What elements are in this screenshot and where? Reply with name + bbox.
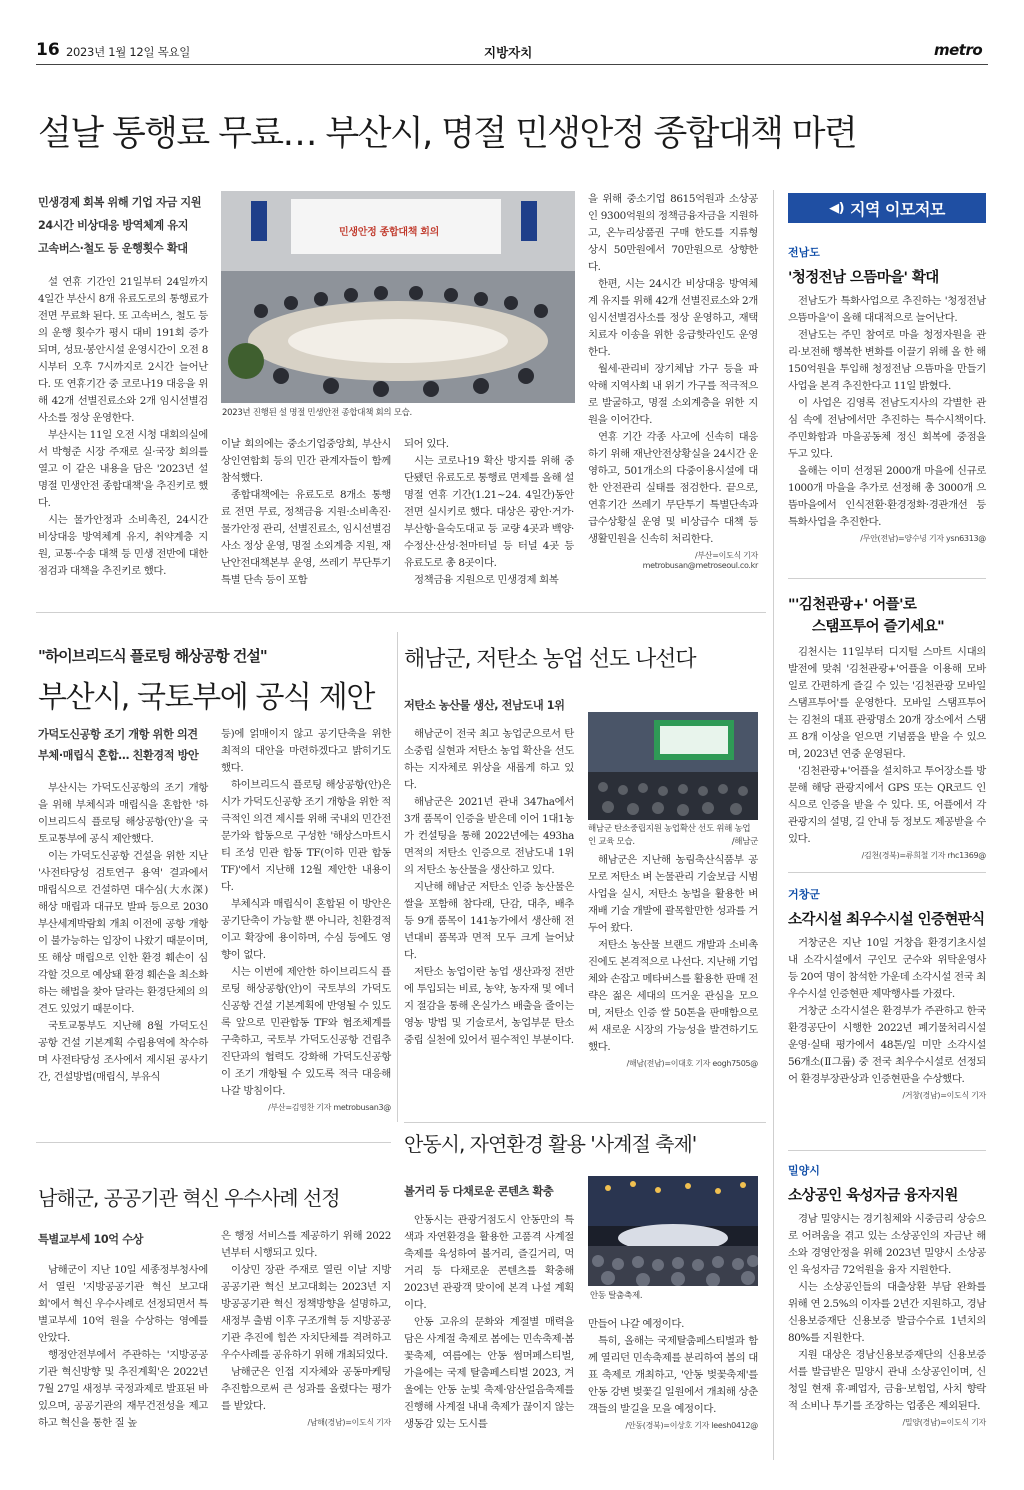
sidebar-byline: /김천(경북)=류희철 기자 rhc1369@ bbox=[861, 851, 986, 860]
andong-col-2 bbox=[588, 1316, 758, 1431]
namhae-col2-p2: 이상민 장관 주재로 열린 이날 지방공공기관 혁신 보고대회는 2023년 지방공공기관 혁신 정책방향을 설명하고, 새정부 출범 이후 구조개혁 등 지방공공기관 추진에 힘쓴 자치단체를 격려하고 우수사례를 공유하기 위해 개최되었다. bbox=[221, 1264, 391, 1361]
namhae-col-2 bbox=[221, 1228, 391, 1428]
main-bottom-rule bbox=[36, 612, 766, 613]
haenam-col-2 bbox=[588, 852, 758, 1069]
main-photo-caption: 2023년 진행된 설 명절 민생안전 종합대책 회의 모습. bbox=[222, 408, 412, 418]
sidebar-body-p: 거창군 소각시설은 환경부가 주관하고 한국환경공단이 시행한 2022년 폐기물처리시설 운영·실태 평가에서 48톤/일 미만 소각시설 56개소(Ⅱ그룹) 중 전국 최우수시설로 선정되어 환경부장관상과 인증현판을 수상했다. bbox=[788, 1005, 986, 1085]
haenam-byline: /해남(전남)=이대호 기자 eogh7505@ bbox=[626, 1059, 758, 1068]
main-col4-p3: 월세·관리비 장기체납 가구 등을 파악해 지역사회 내 위기 가구를 적극적으로 발굴하고, 명절 소외계층을 위한 지원을 이어간다. bbox=[588, 363, 758, 426]
main-col3-p3: 정책금융 지원으로 민생경제 회복 bbox=[414, 574, 559, 586]
sidebar-region: 밀양시 bbox=[788, 1164, 820, 1177]
haenam-photo bbox=[588, 712, 758, 820]
airport-col2-p2: 하이브리드식 플로팅 해상공항(안)은 시가 가덕도신공항 조기 개항을 위한 적극적인 의견 제시를 위해 국내외 민간전문가와 합동으로 구성한 '해상스마트시티 조성 민관 합동 TF(이하 민관 합동TF)'에서 지난해 12월 제안한 내용이다. bbox=[221, 779, 391, 893]
airport-col1-p3: 국토교통부도 지난해 8월 가덕도신공항 건설 기본계획 수립용역에 착수하며 사전타당성 조사에서 제시된 공사기간, 건설방법(매립식, 부유식 bbox=[38, 1020, 208, 1083]
sidebar-rule bbox=[788, 872, 986, 873]
andong-headline: 안동시, 자연환경 활용 '사계절 축제' bbox=[404, 1132, 697, 1156]
namhae-col2-p1: 은 행정 서비스를 제공하기 위해 2022년부터 시행되고 있다. bbox=[221, 1230, 391, 1259]
haenam-col-1 bbox=[404, 726, 574, 1049]
airport-subhead-1: 가덕도신공항 조기 개항 위한 의견 bbox=[38, 728, 198, 741]
haenam-caption-text: 해남군 탄소중립지원 농업확산 선도 위해 농업인 교육 모습. bbox=[588, 824, 751, 847]
airport-col1-p1: 부산시는 가덕도신공항의 조기 개항을 위해 부체식과 매립식을 혼합한 '하이브리드식 플로팅 해상공항(안)'을 국토교통부에 공식 제안했다. bbox=[38, 782, 208, 845]
main-col4-p2: 한편, 시는 24시간 비상대응 방역체계 유지를 위해 42개 선별진료소와 2개 임시선별검사소를 정상 운영하고, 재택치료자 이송을 위한 응급핫라인도 운영한다. bbox=[588, 278, 758, 358]
andong-col2-p1: 만들어 나갈 예정이다. bbox=[588, 1318, 685, 1330]
airport-col-1 bbox=[38, 780, 208, 1086]
haenam-col1-p2: 해남군은 2021년 관내 347ha에서 3개 품목이 인증을 받은데 이어 1대1농가 컨설팅을 통해 2022년에는 493ha 면적의 저탄소 인증으로 전남도내 1위의 저탄소 농산물을 생산하고 있다. bbox=[404, 796, 574, 876]
middle-divider bbox=[397, 632, 398, 1122]
main-col1-p2: 부산시는 11일 오전 시청 대회의실에서 박형준 시장 주재로 실·국장 회의를 열고 이 같은 내용을 담은 '2023년 설 명절 민생안전 종합대책'을 추진키로 했다. bbox=[38, 429, 208, 509]
airport-subhead-2: 부체·매립식 혼합… 친환경적 방안 bbox=[38, 749, 199, 762]
haenam-col2-p1: 해남군은 지난해 농림축산식품부 공모로 저탄소 벼 논물관리 기술보급 시범사업을 실시, 저탄소 농법을 활용한 벼 재배 기술 개발에 괄목할만한 성과를 거두어 왔다. bbox=[588, 854, 758, 934]
speaker-icon: ◀) bbox=[829, 200, 845, 216]
andong-byline: /안동(경북)=이상호 기자 leesh0412@ bbox=[625, 1421, 758, 1430]
seminar-photo-icon bbox=[588, 712, 758, 820]
sidebar-headline-line1: "'김천관광+' 어플'로 bbox=[788, 597, 917, 613]
main-subhead-1: 민생경제 회복 위해 기업 자금 지원 bbox=[38, 196, 202, 209]
sidebar-headline: 소각시설 최우수시설 인증현판식 bbox=[788, 912, 985, 928]
main-article-col-3 bbox=[404, 436, 574, 589]
airport-col2-p3: 부체식과 매립식이 혼합된 이 방안은 공기단축이 가능할 뿐 아니라, 친환경적이고 확장에 용이하며, 수심 등에도 영향이 없다. bbox=[221, 898, 391, 961]
airport-headline: 부산시, 국토부에 공식 제안 bbox=[38, 680, 374, 715]
main-article-col-1 bbox=[38, 274, 208, 580]
main-subhead-3: 고속버스·철도 등 운행횟수 확대 bbox=[38, 242, 188, 255]
sidebar-banner bbox=[788, 193, 986, 223]
sidebar-headline: '청정전남 으뜸마을' 확대 bbox=[788, 270, 939, 286]
airport-byline: /부산=김영찬 기자 metrobusan3@ bbox=[268, 1103, 391, 1112]
sidebar-body-p: '김천관광+'어플을 설치하고 투어장소를 방문해 해당 관광지에서 GPS 또는 QR코드 인식으로 인증을 받을 수 있다. 또, 어플에서 각 관광지의 설명, 길 안내 등 정보도 제공받을 수 있다. bbox=[788, 765, 986, 845]
main-article-col-4 bbox=[588, 191, 758, 570]
andong-col1-p2: 안동 고유의 문화와 계절별 매력을 담은 사계절 축제로 봄에는 민속축제·봄꽃축제, 여름에는 안동 썸머페스티벌, 가을에는 국제 탈춤페스티벌 2023, 겨울에는 안동 눈빛 축제·암산얼음축제를 진행해 사계절 내내 축제가 끊이지 않는 생동감 있는 도시를 bbox=[404, 1316, 574, 1430]
main-photo-banner: 민생안정 종합대책 회의 bbox=[339, 227, 439, 238]
main-headline: 설날 통행료 무료… 부산시, 명절 민생안정 종합대책 마련 bbox=[38, 114, 857, 154]
airport-kicker: "하이브리드식 플로팅 해상공항 건설" bbox=[38, 647, 267, 665]
main-col4-p4: 연휴 기간 각종 사고에 신속히 대응하기 위해 재난안전상황실을 24시간 운영하고, 501개소의 다중이용시설에 대한 안전관리 실태를 점검한다. 끝으로, 연휴기간 쓰레기 무단투기 특별단속과 급수상황실 운영 및 비상급수 대책 등 생활민원을 신속히 처리한다. bbox=[588, 431, 758, 545]
sidebar-body-p: 지원 대상은 경남신용보증재단의 신용보증서를 발급받은 밀양시 관내 소상공인이며, 신청일 현재 휴·폐업자, 금융·보험업, 사치 향락적 소비나 투기를 조장하는 업종은 제외된다. bbox=[788, 1349, 986, 1412]
airport-subheads bbox=[38, 724, 213, 766]
sidebar-region: 전남도 bbox=[788, 246, 820, 259]
sidebar-item-miryang bbox=[788, 1162, 986, 1428]
namhae-col-1 bbox=[38, 1262, 208, 1432]
haenam-caption-credit: /해남군 bbox=[731, 837, 758, 847]
main-col3-p1: 되어 있다. bbox=[404, 438, 449, 450]
andong-photo bbox=[588, 1176, 758, 1286]
airport-col2-p4: 시는 이번에 제안한 하이브리드식 플로팅 해상공항(안)이 국토부의 가덕도신공항 건설 기본계획에 반영될 수 있도록 앞으로 민관합동 TF와 협조체계를 구축하고, 국토부 가덕도신공항 건립추진단과의 협력도 강화해 가덕도신공항이 조기 개항될 수 있도록 적극 대응해 나갈 방침이다. bbox=[221, 966, 391, 1097]
header-rule bbox=[36, 64, 988, 65]
haenam-subhead: 저탄소 농산물 생산, 전남도내 1위 bbox=[404, 699, 565, 712]
main-col3-p2: 시는 코로나19 확산 방지를 위해 중단됐던 유료도로 통행료 면제를 올해 설 명절 연휴 기간(1.21~24. 4일간)동안 전면 실시키로 했다. 대상은 광안·거가·부산항·을숙도대교 등 교량 4곳과 백양·수정산·산성·천마터널 등 터널 4곳 등 유료도로 총 8곳이다. bbox=[404, 455, 574, 569]
main-col4-p1: 을 위해 중소기업 8615억원과 소상공인 9300억원의 정책금융자금을 지원하고, 온누리상품권 구매 한도를 지류형 상시 50만원에서 70만원으로 상향한다. bbox=[588, 193, 758, 273]
sidebar-byline: /밀양(경남)=이도식 기자 bbox=[902, 1418, 986, 1427]
airport-bottom-rule bbox=[36, 1142, 391, 1143]
sidebar-body-p: 이 사업은 김영록 전남도지사의 각별한 관심 속에 전남에서만 추진하는 특수시책이다. 주민화합과 마을공동체 정신 회복에 중점을 두고 있다. bbox=[788, 397, 986, 460]
andong-col-1 bbox=[404, 1212, 574, 1433]
main-col2-p2: 종합대책에는 유료도로 8개소 통행료 전면 무료, 정책금융 지원·소비촉진·물가안정 관리, 선별진료소, 임시선별검사소 정상 운영, 명절 소외계층 지원, 재난안전대책본부 운영, 쓰레기 무단투기 특별 단속 등이 포함 bbox=[221, 489, 391, 586]
andong-photo-caption: 안동 탈춤축제. bbox=[590, 1291, 643, 1301]
sidebar-body-p: 전남도는 주민 참여로 마을 청정자원을 관리·보전해 행복한 변화를 이끌기 위해 올 한 해 150억원을 투입해 청정전남 으뜸마을 만들기 사업을 본격 추진한다고 11일 밝혔다. bbox=[788, 329, 986, 392]
page-header bbox=[36, 40, 988, 64]
sidebar-region: 거창군 bbox=[788, 888, 820, 901]
sidebar-body-p: 김천시는 11일부터 디지털 스마트 시대의 발전에 맞춰 '김천관광+'어플을 이용해 모바일로 간편하게 즐길 수 있는 '김천관광 모바일 스탬프투어'를 운영한다. 모바일 스탬프투어는 김천의 대표 관광명소 20개 장소에서 스탬프 8개 이상을 얻으면 기념품을 받을 수 있으며, 2023년 연중 운영된다. bbox=[788, 646, 986, 760]
sidebar-byline: /무안(전남)=양수녕 기자 ysn6313@ bbox=[860, 534, 986, 543]
airport-col1-p2: 이는 가덕도신공항 건설을 위한 지난 '사전타당성 검토연구 용역' 결과에서 매립식으로 건설하면 대수심(大水深) 해상 매립과 대규모 발파 등으로 2030부산세계박람회 개최 이전에 공항 개항이 불가능하는 입장이 나왔기 때문이며, 또 해상 매립으로 인한 환경 훼손이 심각할 것으로 예상돼 환경 훼손을 최소화하는 해법을 찾아 달라는 환경단체의 의견도 있었기 때문이다. bbox=[38, 850, 208, 1015]
main-subheads bbox=[38, 191, 213, 260]
namhae-subhead: 특별교부세 10억 수상 bbox=[38, 1233, 144, 1246]
sidebar-headline-line2: 스탬프투어 즐기세요" bbox=[812, 619, 945, 635]
sidebar-body-p: 시는 소상공인들의 대출상환 부담 완화를 위해 연 2.5%의 이자를 2년간 지원하고, 경남신용보증재단 신용보증 발급수수료 1년치의 80%를 지원한다. bbox=[788, 1281, 986, 1344]
sidebar-byline: /거창(경남)=이도식 기자 bbox=[902, 1091, 986, 1100]
sidebar-item-geochang bbox=[788, 886, 986, 1101]
main-col1-p1: 설 연휴 기간인 21일부터 24일까지 4일간 부산시 8개 유료도로의 통행료가 전면 무료화 된다. 또 고속버스, 철도 등의 운행 횟수가 평시 대비 191회 증가되며, 성묘·봉안시설 운영시간이 오전 8시부터 오후 7시까지로 2시간 늘어난다. 또 연휴기간 중 코로나19 대응을 위해 42개 선별진료소와 2개 임시선별검사소를 정상 운영한다. bbox=[38, 276, 208, 424]
namhae-col1-p1: 남해군이 지난 10일 세종정부청사에서 열린 '지방공공기관 혁신 보고대회'에서 혁신 우수사례로 선정되면서 특별교부세 10억 원을 수상하는 영예를 안았다. bbox=[38, 1264, 208, 1344]
issue-date: 2023년 1월 12일 목요일 bbox=[66, 45, 191, 59]
andong-subhead: 볼거리 등 다채로운 콘텐츠 확충 bbox=[404, 1185, 554, 1198]
festival-photo-icon bbox=[588, 1176, 758, 1286]
haenam-bottom-rule bbox=[404, 1122, 766, 1123]
sidebar-headline: 소상공인 육성자금 융자지원 bbox=[788, 1188, 958, 1204]
sidebar-divider bbox=[773, 190, 774, 1460]
haenam-photo-caption bbox=[588, 823, 758, 849]
sidebar-body-p: 전남도가 특화사업으로 추진하는 '청정전남 으뜸마을'이 올해 대대적으로 늘어난다. bbox=[788, 295, 986, 324]
sidebar-body-p: 경남 밀양시는 경기침체와 시중금리 상승으로 어려움을 겪고 있는 소상공인의 자금난 해소와 경영안정을 위해 2023년 밀양시 소상공인 육성자금 72억원을 융자 지원한다. bbox=[788, 1213, 986, 1276]
namhae-headline: 남해군, 공공기관 혁신 우수사례 선정 bbox=[38, 1186, 340, 1210]
airport-col2-p1: 등)에 얽매이지 않고 공기단축을 위한 최적의 대안을 마련하겠다고 밝히기도 했다. bbox=[221, 728, 391, 774]
brand-logo: metro bbox=[934, 41, 983, 59]
main-byline: /부산=이도식 기자 metrobusan@metroseoul.co.kr bbox=[642, 551, 758, 570]
haenam-col1-p3: 지난해 해남군 저탄소 인증 농산물은 쌀을 포함해 참다래, 단감, 대추, 배추 등 9개 품목이 141농가에서 생산해 전년대비 품목과 면적 모두 크게 늘어났다. bbox=[404, 881, 574, 961]
haenam-col1-p4: 저탄소 농업이란 농업 생산과정 전반에 투입되는 비료, 농약, 농자재 및 에너지 절감을 통해 온실가스 배출을 줄이는 영농 방법 및 기술로서, 농업부문 탄소중립 실천에 있어서 필수적인 부분이다. bbox=[404, 966, 574, 1046]
namhae-col1-p2: 행정안전부에서 주관하는 '지방공공기관 혁신방향 및 추진계획'은 2022년 7월 27일 새정부 국정과제로 발표된 바 있으며, 공공기관의 재무건전성을 제고하고 혁신을 통한 질 높 bbox=[38, 1349, 208, 1429]
sidebar-body-p: 올해는 이미 선정된 2000개 마을에 신규로 1000개 마을을 추가로 선정해 총 3000개 으뜸마을에서 인식전환·환경정화·경관개선 등 특화사업을 추진한다. bbox=[788, 465, 986, 528]
sidebar-body-p: 거창군은 지난 10일 거창읍 환경기초시설 내 소각시설에서 구인모 군수와 위탁운영사 등 20여 명이 참석한 가운데 소각시설 전국 최우수시설 인증현판 제막행사를 가졌다. bbox=[788, 937, 986, 1000]
haenam-col2-p2: 저탄소 농산물 브랜드 개발과 소비촉진에도 본격적으로 나선다. 지난해 기업체와 손잡고 메타버스를 활용한 판매 전략은 젊은 세대의 뜨거운 관심을 모으며, 저탄소 인증 쌀 50톤을 판매함으로써 새로운 시장의 가능성을 발견하기도 했다. bbox=[588, 939, 758, 1053]
andong-col2-p2: 특히, 올해는 국제탈춤페스티벌과 함께 열리던 민속축제를 분리하여 봄의 대표 축제로 개최하고, '안동 벚꽃축제'를 안동 강변 벚꽃길 일원에서 개최해 상춘객들의 발길을 모을 예정이다. bbox=[588, 1335, 758, 1415]
main-subhead-2: 24시간 비상대응 방역체계 유지 bbox=[38, 219, 189, 232]
namhae-col2-p3: 남해군은 인접 지자체와 공동마케팅 추진함으로써 큰 성과를 올렸다는 평가를 받았다. bbox=[221, 1366, 391, 1412]
main-col2-p1: 이날 회의에는 중소기업중앙회, 부산시상인연합회 등의 민간 관계자들이 함께 참석했다. bbox=[221, 438, 391, 484]
page-number: 16 bbox=[36, 40, 60, 60]
main-photo bbox=[221, 191, 575, 403]
section-name: 지방자치 bbox=[484, 45, 533, 60]
namhae-byline: /남해(경남)=이도식 기자 bbox=[307, 1418, 391, 1427]
airport-col-2 bbox=[221, 726, 391, 1113]
main-article-col-2 bbox=[221, 436, 391, 589]
andong-col1-p1: 안동시는 관광거점도시 안동만의 특색과 자연환경을 활용한 고품격 사계절 축제를 육성하여 볼거리, 즐길거리, 먹거리 등 다채로운 콘텐츠를 확충해 2023년 관광객 맞이에 본격 나설 계획이다. bbox=[404, 1214, 574, 1311]
haenam-col1-p1: 해남군이 전국 최고 농업군으로서 탄소중립 실현과 저탄소 농업 확산을 선도하는 지자체로 위상을 새롭게 하고 있다. bbox=[404, 728, 574, 791]
sidebar-item-gimcheon bbox=[788, 594, 986, 861]
haenam-headline: 해남군, 저탄소 농업 선도 나선다 bbox=[404, 647, 696, 672]
main-col1-p3: 시는 물가안정과 소비촉진, 24시간 비상대응 방역체계 유지, 취약계층 지원, 교통·수송 대책 등 민생 전반에 대한 점검과 대책을 추진키로 했다. bbox=[38, 514, 208, 577]
sidebar-item-jeonnam bbox=[788, 244, 986, 544]
sidebar-title: 지역 이모저모 bbox=[850, 199, 945, 219]
sidebar-rule bbox=[788, 1150, 986, 1151]
sidebar-rule bbox=[788, 578, 986, 579]
